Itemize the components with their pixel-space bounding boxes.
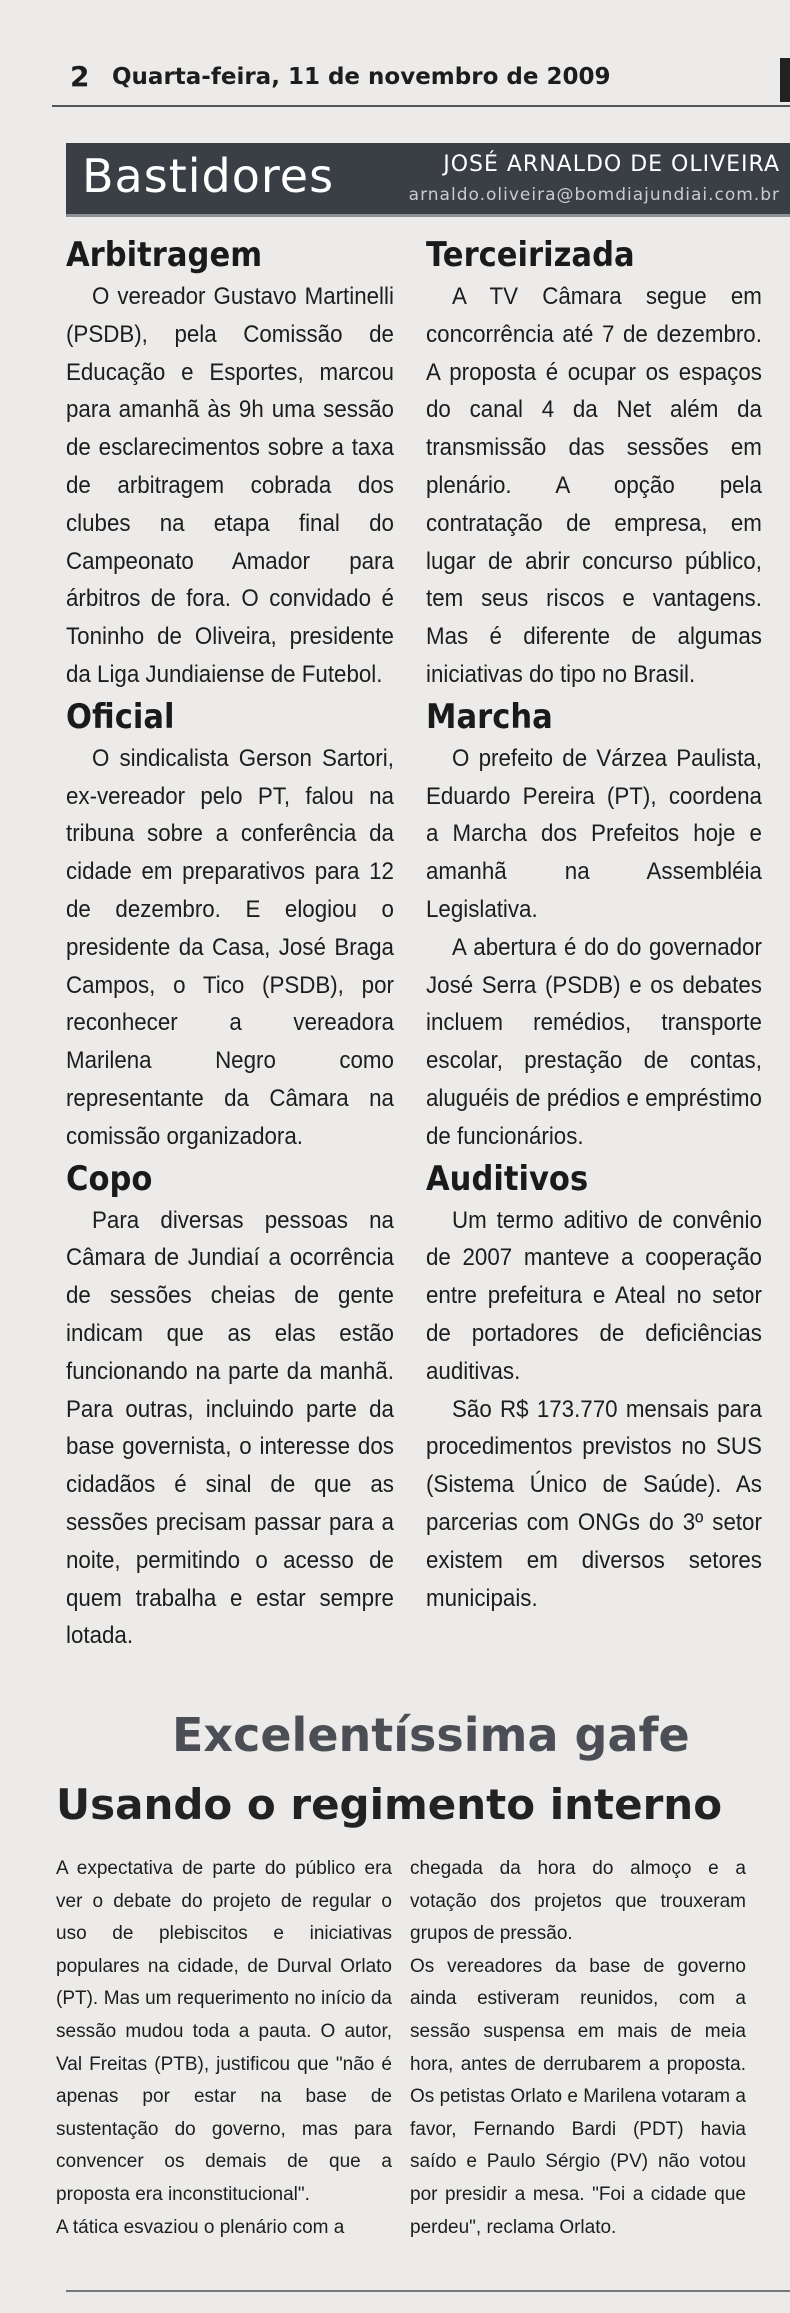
left-column: [66, 232, 394, 1655]
gafe-paragraph: A tática esvaziou o plenário com a: [56, 2216, 345, 2238]
section-terceirizada: [426, 232, 762, 694]
banner-email: arnaldo.oliveira@bomdiajundiai.com.br: [408, 185, 780, 205]
section-heading: Arbitragem: [66, 235, 263, 275]
section-heading: Copo: [66, 1158, 153, 1199]
gafe-right-column: [410, 1853, 746, 2244]
section-paragraph: A TV Câmara segue em concorrência até 7 de dezembro. A proposta é ocupar os espaços do canal 4 da Net além da transmissão das sessões em plenário. A opção pela contratação de empresa, em lugar de abrir concurso público, tem seus riscos e vantagens. Mas é diferente de algumas iniciativas do tipo no Brasil.: [426, 283, 762, 688]
gafe-paragraph: A expectativa de parte do público era ver o debate do projeto de regular o uso de plebiscitos e iniciativas populares na cidade, de Durval Orlato (PT). Mas um requerimento no início da sessão mudou toda a pauta. O autor, Val Freitas (PTB), justificou que "não é apenas por estar na base de sustentação do governo, mas para convencer os demais de que a proposta era inconstitucional".: [56, 1858, 392, 2205]
page-date: Quarta-feira, 11 de novembro de 2009: [112, 64, 611, 90]
edge-marker: [780, 58, 790, 102]
gafe-title: Excelentíssima gafe: [172, 1708, 690, 1762]
gafe-subtitle: Usando o regimento interno: [56, 1780, 723, 1829]
header-rule: [52, 105, 790, 107]
section-heading: Auditivos: [426, 1158, 589, 1199]
section-paragraph: Para diversas pessoas na Câmara de Jundiaí a ocorrência de sessões cheias de gente indicam que as elas estão funcionando na parte da manhã. Para outras, incluindo parte da base governista, o interesse dos cidadãos é sinal de que as sessões precisam passar para a noite, permitindo o acesso de quem trabalha e estar sempre lotada.: [66, 1206, 394, 1650]
section-paragraph: O prefeito de Várzea Paulista, Eduardo Pereira (PT), coordena a Marcha dos Prefeitos hoje e amanhã na Assembléia Legislativa.: [426, 744, 762, 923]
section-paragraph: A abertura é do do governador José Serra (PSDB) e os debates incluem remédios, transporte escolar, prestação de contas, aluguéis de prédios e empréstimo de funcionários.: [426, 933, 762, 1150]
footer-rule: [66, 2290, 790, 2292]
section-copo: [66, 1156, 394, 1656]
section-marcha: [426, 694, 762, 1156]
section-paragraph: Um termo aditivo de convênio de 2007 manteve a cooperação entre prefeitura e Ateal no setor de portadores de deficiências auditivas.: [426, 1206, 762, 1385]
section-arbitragem: [66, 232, 394, 694]
section-paragraph: O sindicalista Gerson Sartori, ex-vereador pelo PT, falou na tribuna sobre a conferência da cidade em preparativos para 12 de dezembro. E elogiou o presidente da Casa, José Braga Campos, o Tico (PSDB), por reconhecer a vereadora Marilena Negro como representante da Câmara na comissão organizadora.: [66, 744, 394, 1150]
banner-author: JOSÉ ARNALDO DE OLIVEIRA: [443, 152, 780, 177]
section-oficial: [66, 694, 394, 1156]
section-heading: Oficial: [66, 696, 175, 737]
page-number: 2: [70, 60, 90, 93]
gafe-left-column: [56, 1853, 392, 2244]
page-header: [70, 58, 790, 104]
section-auditivos: [426, 1156, 762, 1618]
section-paragraph: São R$ 173.770 mensais para procedimentos previstos no SUS (Sistema Único de Saúde). As parcerias com ONGs do 3º setor existem em diversos setores municipais.: [426, 1395, 762, 1612]
column-banner: [66, 143, 790, 217]
gafe-paragraph: chegada da hora do almoço e a votação dos projetos que trouxeram grupos de pressão.: [410, 1858, 746, 1945]
banner-title: Bastidores: [82, 149, 335, 203]
section-paragraph: O vereador Gustavo Martinelli (PSDB), pela Comissão de Educação e Esportes, marcou para amanhã às 9h uma sessão de esclarecimentos sobre a taxa de arbitragem cobrada dos clubes na etapa final do Campeonato Amador para árbitros de fora. O convidado é Toninho de Oliveira, presidente da Liga Jundiaiense de Futebol.: [66, 283, 394, 688]
section-heading: Terceirizada: [426, 235, 635, 275]
right-column: [426, 232, 762, 1617]
section-heading: Marcha: [426, 696, 553, 737]
gafe-paragraph: Os vereadores da base de governo ainda estiveram reunidos, com a sessão suspensa em mais de meia hora, antes de derrubarem a proposta. Os petistas Orlato e Marilena votaram a favor, Fernando Bardi (PDT) havia saído e Paulo Sérgio (PV) não votou por presidir a mesa. "Foi a cidade que perdeu", reclama Orlato.: [410, 1955, 746, 2238]
